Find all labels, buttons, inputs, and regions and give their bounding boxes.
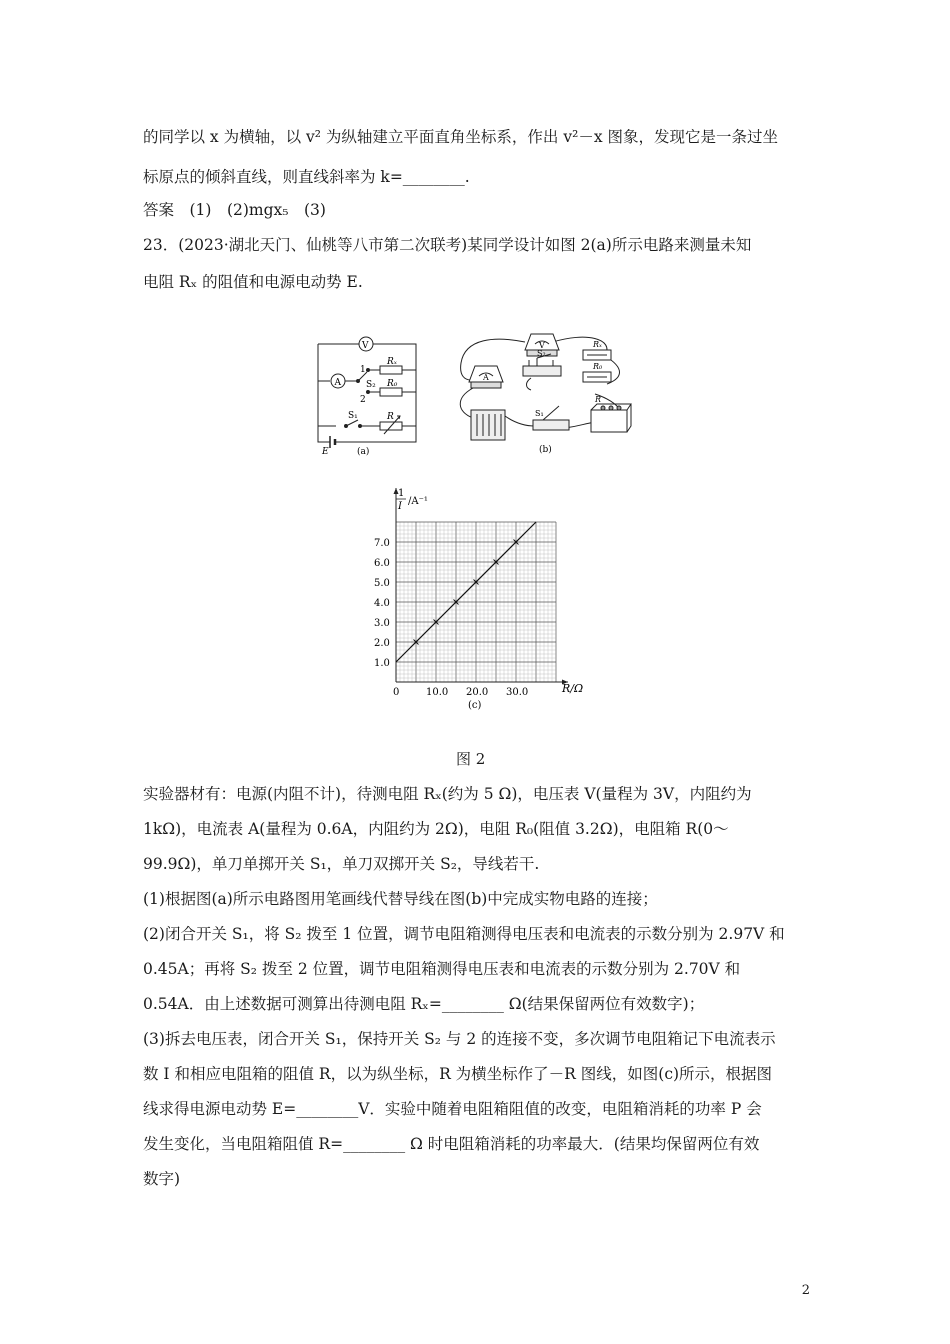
problem-header-2: 电阻 Rₓ 的阻值和电源电动势 E. [143,273,363,291]
figure-caption: 图 2 [456,750,486,768]
text-line-top-2: 标原点的倾斜直线，则直线斜率为 k=________. [143,168,470,186]
body-line-4: (1)根据图(a)所示电路图用笔画线代替导线在图(b)中完成实物电路的连接； [143,890,658,908]
body-line-8: (3)拆去电压表，闭合开关 S₁，保持开关 S₂ 与 2 的连接不变，多次调节电阻箱记下电流表示 [143,1030,776,1048]
x-tick-label: 10.0 [426,687,449,698]
fig-b-caption: (b) [539,445,552,455]
fig-a-r-label: R [387,412,394,422]
chart-series [396,522,536,662]
fig-b-voltmeter-label: V [539,341,545,350]
body-line-7: 0.54A．由上述数据可测算出待测电阻 Rₓ=________ Ω(结果保留两位有效数字)； [143,995,705,1013]
answer-line: 答案 (1) (2)mgx₅ (3) [143,201,326,219]
chart-caption: (c) [468,700,482,711]
x-tick-label: 0 [393,687,400,698]
y-tick-label: 3.0 [374,618,390,629]
x-tick-label: 30.0 [506,687,529,698]
y-tick-label: 4.0 [374,598,390,609]
fig-a-s1-label: S₁ [348,411,358,421]
x-tick-label: 20.0 [466,687,489,698]
fig-b-r0-label: R₀ [593,362,603,371]
fig-b-ammeter-label: A [483,373,489,382]
fig-b-rx-label: Rₓ [593,340,602,349]
body-line-2: 1kΩ)，电流表 A(量程为 0.6A，内阻约为 2Ω)，电阻 R₀(阻值 3.2Ω)，电阻箱 R(0～ [143,820,729,838]
body-line-10: 线求得电源电动势 E=________V．实验中随着电阻箱阻值的改变，电阻箱消耗的功率 P 会 [143,1100,762,1118]
body-line-1: 实验器材有：电源(内阻不计)，待测电阻 Rₓ(约为 5 Ω)，电压表 V(量程为 3V，内阻约为 [143,785,752,803]
y-tick-label: 6.0 [374,558,390,569]
body-line-9: 数 I 和相应电阻箱的阻值 R，以为纵坐标，R 为横坐标作了－R 图线，如图(c)所示，根据图 [143,1065,773,1083]
body-line-3: 99.9Ω)，单刀单掷开关 S₁，单刀双掷开关 S₂，导线若干. [143,855,540,873]
fig-a-r0-label: R₀ [387,379,398,389]
body-line-6: 0.45A；再将 S₂ 拨至 2 位置，调节电阻箱测得电压表和电流表的示数分别为 2.70V 和 [143,960,741,978]
text-line-top-1: 的同学以 x 为横轴，以 v² 为纵轴建立平面直角坐标系，作出 v²－x 图象，发现它是一条过坐 [143,128,778,146]
fig-a-rx-label: Rₓ [387,357,397,367]
page-number: 2 [801,1283,810,1298]
chart-ylabel-denominator: I [398,501,402,512]
fig-a-node-2: 2 [360,395,366,405]
y-tick-label: 7.0 [374,538,390,549]
fig-a-e-label: E [322,447,329,457]
chart-xlabel: R/Ω [562,682,584,695]
problem-header-1: 23．(2023·湖北天门、仙桃等八市第二次联考)某同学设计如图 2(a)所示电路来测量未知 [143,236,752,254]
y-tick-label: 2.0 [374,638,390,649]
fig-a-s2-label: S₂ [366,380,376,390]
fig-a-voltmeter-label: V [362,341,369,351]
figure-b-apparatus [455,328,640,458]
fig-a-node-1: 1 [360,365,366,375]
fig-b-s2-label: S₂ [537,349,546,358]
y-tick-label: 5.0 [374,578,390,589]
chart-axes [394,488,569,685]
chart-grid [396,522,556,682]
chart-ylabel-numerator: 1 [398,488,405,499]
y-tick-label: 1.0 [374,658,390,669]
fig-b-r-label: R [595,395,602,404]
fig-a-caption: (a) [357,447,370,457]
body-line-11: 发生变化，当电阻箱阻值 R=________ Ω 时电阻箱消耗的功率最大．(结果均保留两位有效 [143,1135,760,1153]
body-line-5: (2)闭合开关 S₁，将 S₂ 拨至 1 位置，调节电阻箱测得电压表和电流表的示数分别为 2.97V 和 [143,925,785,943]
figure-a-circuit [300,330,440,460]
body-line-12: 数字) [143,1170,181,1188]
chart-ylabel-unit: /A⁻¹ [408,496,428,507]
fig-b-s1-label: S₁ [535,409,544,418]
fig-a-ammeter-label: A [334,378,341,388]
figure-c-chart [340,482,600,712]
